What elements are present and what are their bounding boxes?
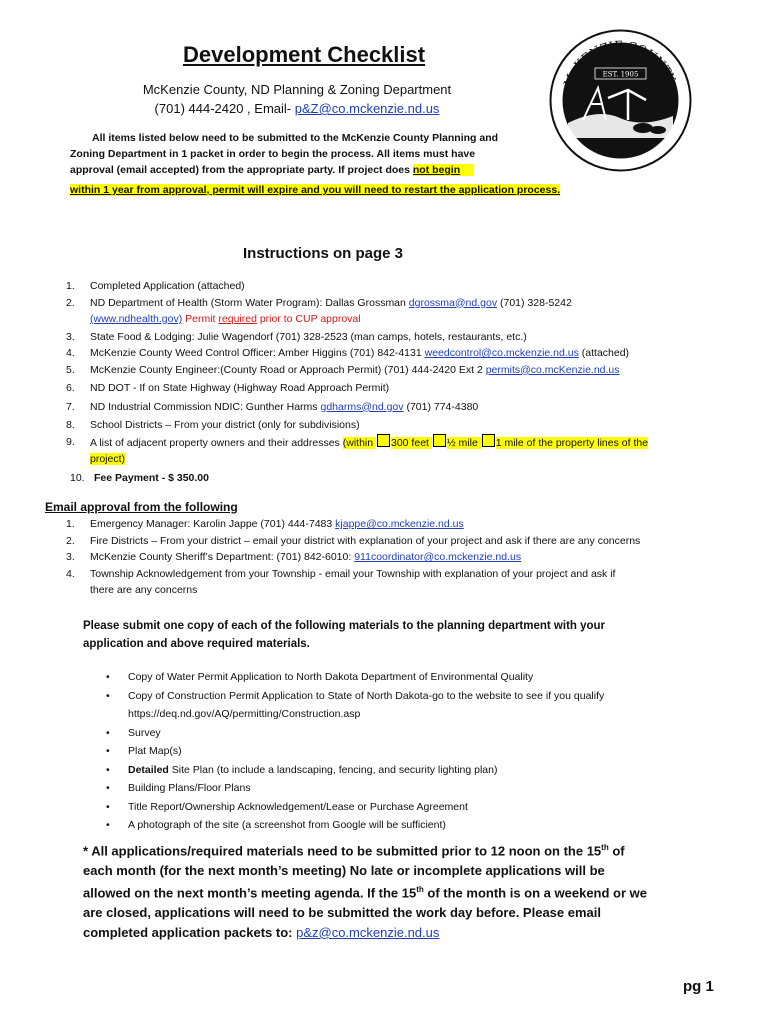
list-item: 1. Emergency Manager: Karolin Jappe (701) 444-7483 kjappe@co.mckenzie.nd.us [66, 518, 464, 530]
deadline-note: * All applications/required materials need to be submitted prior to 12 noon on the 15th of each month (for the next month’s meeting) No late or incomplete applications will be allowed on the next month’s meeting agenda. If the 15th of the month is on a weekend or we are closed, applications will need to be submitted the work day before. Please email completed application packets to: p&z@co.mckenzie.nd.us [83, 843, 647, 940]
department-name: McKenzie County, ND Planning & Zoning Department [142, 82, 452, 97]
email-link[interactable]: weedcontrol@co.mckenzie.nd.us [424, 347, 579, 359]
list-item: 4. Township Acknowledgement from your Township - email your Township with explanation of your project and ask if there are any concerns [66, 567, 616, 596]
list-item: • Building Plans/Floor Plans [106, 782, 251, 794]
seal-est-text: EST. 1905 [602, 70, 639, 79]
page-title: Development Checklist [183, 42, 426, 67]
department-contact: (701) 444-2420 , Email- p&Z@co.mckenzie.nd.us [154, 101, 440, 116]
list-item: 3. State Food & Lodging: Julie Wagendorf (701) 328-2523 (man camps, hotels, restaurants, etc.) [66, 330, 527, 343]
list-item: • A photograph of the site (a screenshot from Google will be sufficient) [106, 819, 446, 831]
email-approval-heading: Email approval from the following [45, 500, 238, 514]
list-item: 6. ND DOT - If on State Highway (Highway Road Approach Permit) [66, 382, 390, 394]
materials-list [106, 668, 686, 835]
email-link[interactable]: kjappe@co.mckenzie.nd.us [335, 518, 464, 530]
submission-notice: All items listed below need to be submitted to the McKenzie County Planning and Zoning Department in 1 packet in order to begin the process. All items must have approval (email accepted) from the appropriate party. If project does not begin within 1 year from approval, permit will expire and you will need to restart the application process. [70, 132, 561, 196]
list-item: 1. Completed Application (attached) [66, 280, 245, 292]
list-item: • Title Report/Ownership Acknowledgement/Lease or Purchase Agreement [106, 800, 468, 813]
checkbox-1-mile[interactable] [482, 434, 495, 447]
list-item: • Detailed Site Plan (to include a landscaping, fencing, and security lighting plan) [106, 763, 498, 776]
website-link[interactable]: (www.ndhealth.gov) [90, 313, 183, 325]
department-email-link[interactable]: p&Z@co.mckenzie.nd.us [294, 101, 440, 116]
list-item: • Copy of Water Permit Application to North Dakota Department of Environmental Quality [106, 671, 534, 683]
checkbox-300-feet[interactable] [377, 434, 390, 447]
list-item: • Plat Map(s) [106, 745, 182, 757]
list-item: 4. McKenzie County Weed Control Officer: Amber Higgins (701) 842-4131 weedcontrol@co.mckenzie.nd.us (attached) [66, 347, 630, 359]
submit-instructions: Please submit one copy of each of the following materials to the planning department with your application and above required materials. [83, 620, 606, 650]
list-item: • Survey [106, 726, 161, 739]
list-item: 3. McKenzie County Sheriff’s Department: (701) 842-6010: 911coordinator@co.mckenzie.nd.us [66, 551, 522, 563]
list-item: 8. School Districts – From your district (only for subdivisions) [66, 419, 360, 431]
checkbox-half-mile[interactable] [433, 434, 446, 447]
email-approval-list [66, 516, 726, 599]
email-link[interactable]: 911coordinator@co.mckenzie.nd.us [354, 551, 522, 563]
list-item: 7. ND Industrial Commission NDIC: Gunther Harms gdharms@nd.gov (701) 774-4380 [66, 400, 479, 413]
list-item: 9. A list of adjacent property owners and their addresses (within 300 feet ½ mile 1 mile of the property lines of the project) [66, 435, 649, 465]
application-email-link[interactable]: p&z@co.mckenzie.nd.us [296, 924, 440, 940]
list-item: 5. McKenzie County Engineer:(County Road or Approach Permit) (701) 444-2420 Ext 2 permits@co.mcKenzie.nd.us [66, 363, 620, 376]
instructions-heading: Instructions on page 3 [243, 245, 404, 262]
page-number: pg 1 [683, 978, 714, 995]
list-item: • Copy of Construction Permit Application to State of North Dakota-go to the website to see if you qualify https://deq.nd.gov/AQ/permitting/Construction.asp [106, 689, 605, 720]
list-item: 10. Fee Payment - $ 350.00 [70, 471, 209, 484]
department-info [132, 80, 462, 118]
list-item: 2. Fire Districts – From your district – email your district with explanation of your project and ask if there are any concerns [66, 534, 641, 547]
required-items-list [66, 278, 726, 486]
svg-text:McKENZIE COUNTY: McKENZIE COUNTY [560, 38, 679, 89]
email-link[interactable]: gdharms@nd.gov [320, 400, 404, 413]
email-link[interactable]: permits@co.mcKenzie.nd.us [485, 363, 620, 376]
list-item: 2. ND Department of Health (Storm Water Program): Dallas Grossman dgrossma@nd.gov (701) 328-5242 (www.ndhealth.gov) Permit required prior to CUP approval [66, 296, 572, 325]
email-link[interactable]: dgrossma@nd.gov [408, 296, 498, 309]
